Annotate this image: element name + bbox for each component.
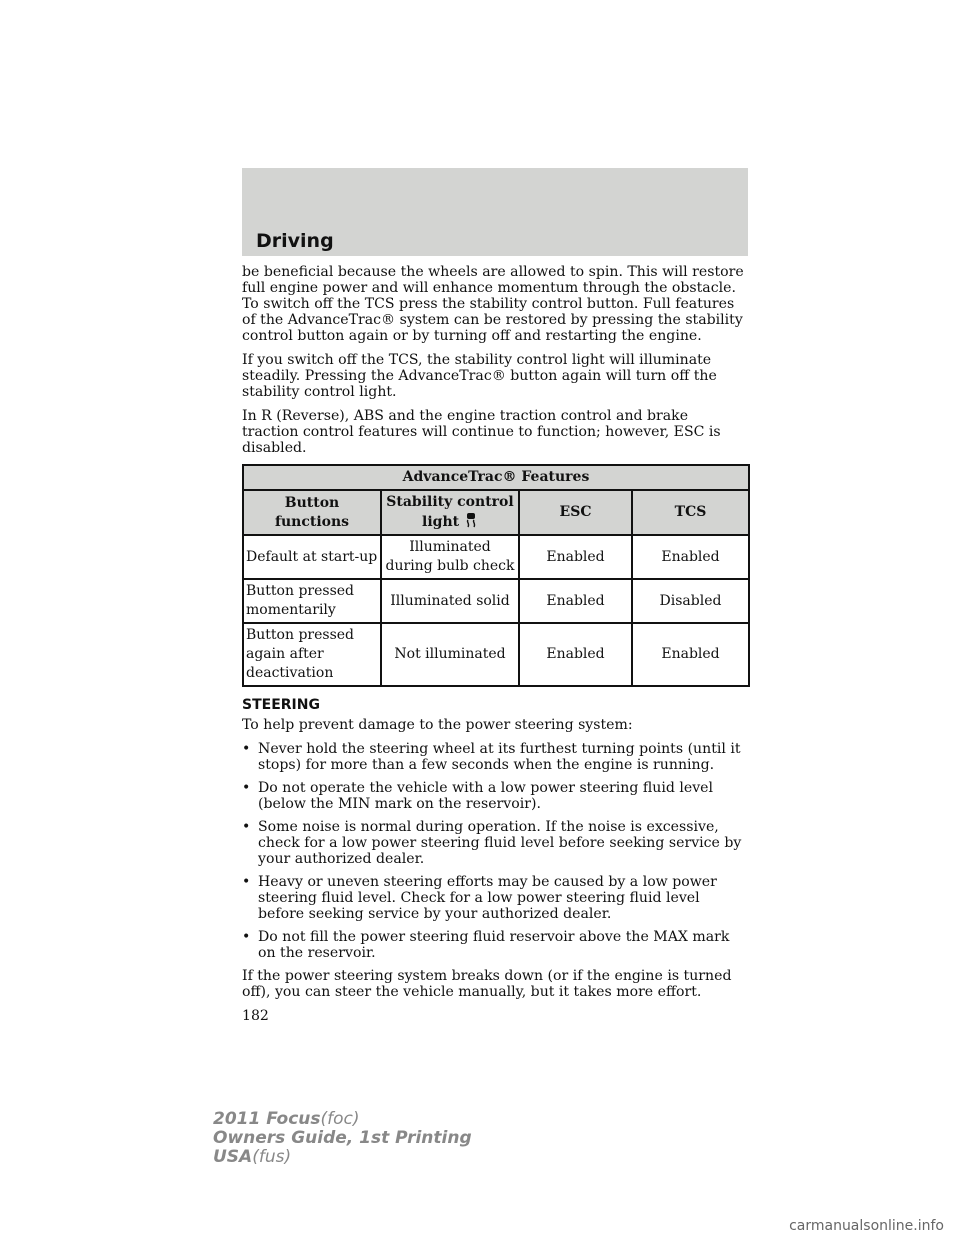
footer-region-code: (fus) xyxy=(252,1147,292,1167)
list-item-text: Some noise is normal during operation. If the noise is excessive, check for a low power steering fluid level before seeking service by your authorized dealer. xyxy=(258,819,742,867)
table-cell: Enabled xyxy=(632,535,749,579)
paragraph: be beneficial because the wheels are allowed to spin. This will restore full engine power and will enhance momentum through the obstacle. To switch off the TCS press the stability control button. Full features of the AdvanceTrac® system can be restored by pressing the stability control button again or by turning off and restarting the engine. xyxy=(242,264,744,344)
table-row xyxy=(243,535,749,579)
list-item xyxy=(242,819,748,867)
column-header-stability-light xyxy=(381,490,519,535)
list-item-text: Do not fill the power steering fluid reservoir above the MAX mark on the reservoir. xyxy=(258,929,730,961)
footer-guide: Owners Guide, 1st Printing xyxy=(213,1128,472,1148)
steering-bullet-list xyxy=(242,741,748,961)
table-caption: AdvanceTrac® Features xyxy=(243,465,749,490)
footer-code: (foc) xyxy=(320,1109,360,1129)
table-cell: Illuminated during bulb check xyxy=(381,535,519,579)
steering-closing: If the power steering system breaks down (or if the engine is turned off), you can steer the vehicle manually, but it takes more effort. xyxy=(242,968,732,1000)
footer-region: USA xyxy=(213,1147,253,1167)
section-title: Driving xyxy=(256,230,334,252)
list-item xyxy=(242,929,748,961)
list-item-text: Heavy or uneven steering efforts may be caused by a low power steering fluid level. Check for a low power steering fluid level before seeking service by your authorized dealer. xyxy=(258,874,717,922)
column-header-esc: ESC xyxy=(519,490,632,535)
list-item-text: Do not operate the vehicle with a low power steering fluid level (below the MIN mark on the reservoir). xyxy=(258,780,713,812)
print-footer xyxy=(213,1110,472,1167)
paragraph: In R (Reverse), ABS and the engine traction control and brake traction control features will continue to function; however, ESC is disabled. xyxy=(242,408,721,456)
paragraph: If you switch off the TCS, the stability control light will illuminate steadily. Pressing the AdvanceTrac® button again will turn off the stability control light. xyxy=(242,352,717,400)
page-content xyxy=(242,264,748,1024)
table-header-row xyxy=(243,490,749,535)
table-row xyxy=(243,623,749,686)
table-cell: Button pressed again after deactivation xyxy=(243,623,381,686)
column-header-tcs: TCS xyxy=(632,490,749,535)
section-header-band xyxy=(242,168,748,256)
bullet-icon: • xyxy=(242,874,251,890)
table-cell: Enabled xyxy=(519,623,632,686)
list-item xyxy=(242,741,748,773)
footer-model: 2011 Focus xyxy=(213,1109,321,1129)
table-cell: Button pressed momentarily xyxy=(243,579,381,623)
list-item xyxy=(242,780,748,812)
bullet-icon: • xyxy=(242,819,251,835)
table-cell: Enabled xyxy=(519,579,632,623)
table-cell: Enabled xyxy=(519,535,632,579)
footer-line xyxy=(213,1110,472,1129)
table-row xyxy=(243,579,749,623)
table-cell: Disabled xyxy=(632,579,749,623)
table-cell: Illuminated solid xyxy=(381,579,519,623)
steering-intro: To help prevent damage to the power steering system: xyxy=(242,717,633,733)
bullet-icon: • xyxy=(242,741,251,757)
list-item-text: Never hold the steering wheel at its furthest turning points (until it stops) for more than a few seconds when the engine is running. xyxy=(258,741,741,773)
steering-heading: STEERING xyxy=(242,697,320,713)
table-cell: Default at start-up xyxy=(243,535,381,579)
footer-line xyxy=(213,1148,472,1167)
column-header-label: Stability control light xyxy=(386,494,514,530)
skidding-car-icon xyxy=(464,512,478,528)
table-cell: Enabled xyxy=(632,623,749,686)
watermark-text: carmanualsonline.info xyxy=(789,1218,944,1234)
bullet-icon: • xyxy=(242,780,251,796)
footer-line xyxy=(213,1129,472,1148)
bullet-icon: • xyxy=(242,929,251,945)
advancetrac-features-table xyxy=(242,464,750,687)
table-cell: Not illuminated xyxy=(381,623,519,686)
list-item xyxy=(242,874,748,922)
column-header-button-functions: Button functions xyxy=(243,490,381,535)
page-number: 182 xyxy=(242,1008,269,1024)
